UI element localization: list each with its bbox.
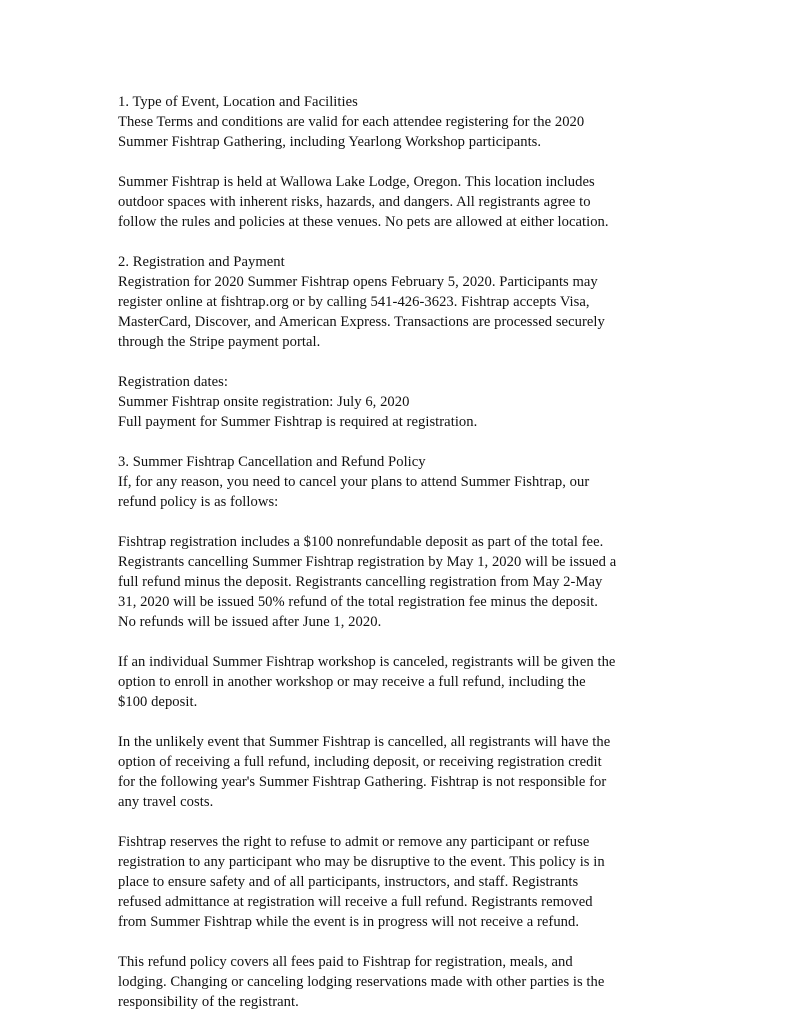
text-line: from Summer Fishtrap while the event is in progress will not receive a refund. xyxy=(118,914,580,930)
text-line: Summer Fishtrap Gathering, including Yearlong Workshop participants. xyxy=(118,134,542,150)
text-line: 2. Registration and Payment xyxy=(118,254,285,270)
paragraph-gap xyxy=(118,812,683,832)
text-line: any travel costs. xyxy=(118,794,214,810)
text-line: MasterCard, Discover, and American Express. Transactions are processed securely xyxy=(118,314,605,330)
paragraph-gap xyxy=(118,932,683,952)
text-line: lodging. Changing or canceling lodging reservations made with other parties is the xyxy=(118,974,605,990)
text-line: place to ensure safety and of all participants, instructors, and staff. Registrants xyxy=(118,874,579,890)
text-line: Fishtrap reserves the right to refuse to admit or remove any participant or refuse xyxy=(118,834,590,850)
text-line: option of receiving a full refund, including deposit, or receiving registration credit xyxy=(118,754,602,770)
text-line: responsibility of the registrant. xyxy=(118,994,299,1010)
text-line: Fishtrap registration includes a $100 nonrefundable deposit as part of the total fee. xyxy=(118,534,604,550)
text-line: Registration for 2020 Summer Fishtrap opens February 5, 2020. Participants may xyxy=(118,274,598,290)
text-line: These Terms and conditions are valid for each attendee registering for the 2020 xyxy=(118,114,585,130)
text-line: for the following year's Summer Fishtrap Gathering. Fishtrap is not responsible for xyxy=(118,774,607,790)
text-line: option to enroll in another workshop or may receive a full refund, including the xyxy=(118,674,586,690)
text-line: In the unlikely event that Summer Fishtrap is cancelled, all registrants will have the xyxy=(118,734,611,750)
text-line: Full payment for Summer Fishtrap is required at registration. xyxy=(118,414,478,430)
paragraph-gap xyxy=(118,632,683,652)
text-line: If, for any reason, you need to cancel your plans to attend Summer Fishtrap, our xyxy=(118,474,590,490)
text-line: registration to any participant who may be disruptive to the event. This policy is in xyxy=(118,854,605,870)
paragraph-gap xyxy=(118,512,683,532)
text-line: No refunds will be issued after June 1, 2020. xyxy=(118,614,382,630)
text-line: If an individual Summer Fishtrap workshop is canceled, registrants will be given the xyxy=(118,654,616,670)
text-line: through the Stripe payment portal. xyxy=(118,334,321,350)
text-line: refund policy is as follows: xyxy=(118,494,279,510)
text-line: This refund policy covers all fees paid to Fishtrap for registration, meals, and xyxy=(118,954,573,970)
text-line: 31, 2020 will be issued 50% refund of the total registration fee minus the deposit. xyxy=(118,594,598,610)
text-line: 1. Type of Event, Location and Facilities xyxy=(118,94,358,110)
text-line: full refund minus the deposit. Registrants cancelling registration from May 2-May xyxy=(118,574,603,590)
text-line: register online at fishtrap.org or by calling 541-426-3623. Fishtrap accepts Visa, xyxy=(118,294,590,310)
text-line: Registration dates: xyxy=(118,374,228,390)
text-line: Summer Fishtrap onsite registration: July 6, 2020 xyxy=(118,394,410,410)
paragraph-gap xyxy=(118,432,683,452)
text-line: 3. Summer Fishtrap Cancellation and Refund Policy xyxy=(118,454,426,470)
text-line: refused admittance at registration will receive a full refund. Registrants removed xyxy=(118,894,593,910)
text-line: outdoor spaces with inherent risks, hazards, and dangers. All registrants agree to xyxy=(118,194,591,210)
text-line: $100 deposit. xyxy=(118,694,198,710)
text-line: Registrants cancelling Summer Fishtrap registration by May 1, 2020 will be issued a xyxy=(118,554,617,570)
paragraph-gap xyxy=(118,352,683,372)
paragraph-gap xyxy=(118,232,683,252)
text-line: follow the rules and policies at these venues. No pets are allowed at either location. xyxy=(118,214,609,230)
paragraph-gap xyxy=(118,712,683,732)
text-line: Summer Fishtrap is held at Wallowa Lake Lodge, Oregon. This location includes xyxy=(118,174,595,190)
terms-document xyxy=(118,92,683,1012)
paragraph-gap xyxy=(118,152,683,172)
